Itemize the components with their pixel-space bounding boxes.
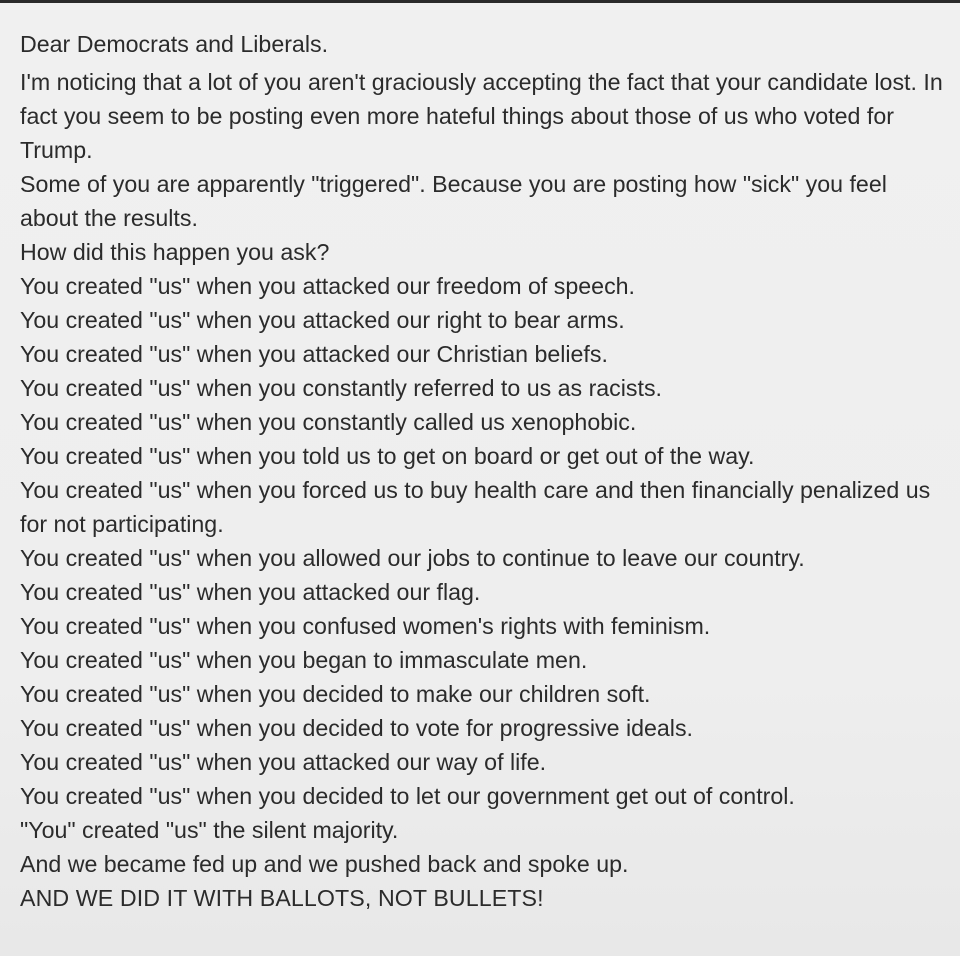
statement-line: You created "us" when you attacked our flag. <box>20 579 481 605</box>
statement-line: You created "us" when you attacked our right to bear arms. <box>20 307 625 333</box>
statement-line: You created "us" when you confused women's rights with feminism. <box>20 613 711 639</box>
post-greeting: Dear Democrats and Liberals. <box>20 31 329 57</box>
post-question: How did this happen you ask? <box>20 239 330 265</box>
post-intro: I'm noticing that a lot of you aren't graciously accepting the fact that your candidate lost. In fact you seem to be posting even more hateful things about those of us who voted for Trump. <box>20 69 943 163</box>
statement-line: You created "us" when you told us to get on board or get out of the way. <box>20 443 755 469</box>
silent-majority-line: "You" created "us" the silent majority. <box>20 817 399 843</box>
statement-line: You created "us" when you attacked our freedom of speech. <box>20 273 635 299</box>
statement-line: You created "us" when you began to immasculate men. <box>20 647 588 673</box>
statement-line: You created "us" when you forced us to buy health care and then financially penalized us for not participating. <box>20 477 931 537</box>
statement-line: You created "us" when you attacked our way of life. <box>20 749 547 775</box>
statement-line: You created "us" when you constantly called us xenophobic. <box>20 409 637 435</box>
pushed-back-line: And we became fed up and we pushed back and spoke up. <box>20 851 629 877</box>
statement-line: You created "us" when you allowed our jobs to continue to leave our country. <box>20 545 805 571</box>
post-text <box>20 27 950 915</box>
post-triggered: Some of you are apparently "triggered". Because you are posting how "sick" you feel about the results. <box>20 171 887 231</box>
closing-line: AND WE DID IT WITH BALLOTS, NOT BULLETS! <box>20 885 544 911</box>
statement-line: You created "us" when you decided to let our government get out of control. <box>20 783 795 809</box>
statement-line: You created "us" when you decided to make our children soft. <box>20 681 651 707</box>
statement-line: You created "us" when you constantly referred to us as racists. <box>20 375 663 401</box>
statement-line: You created "us" when you attacked our Christian beliefs. <box>20 341 608 367</box>
statement-line: You created "us" when you decided to vote for progressive ideals. <box>20 715 693 741</box>
